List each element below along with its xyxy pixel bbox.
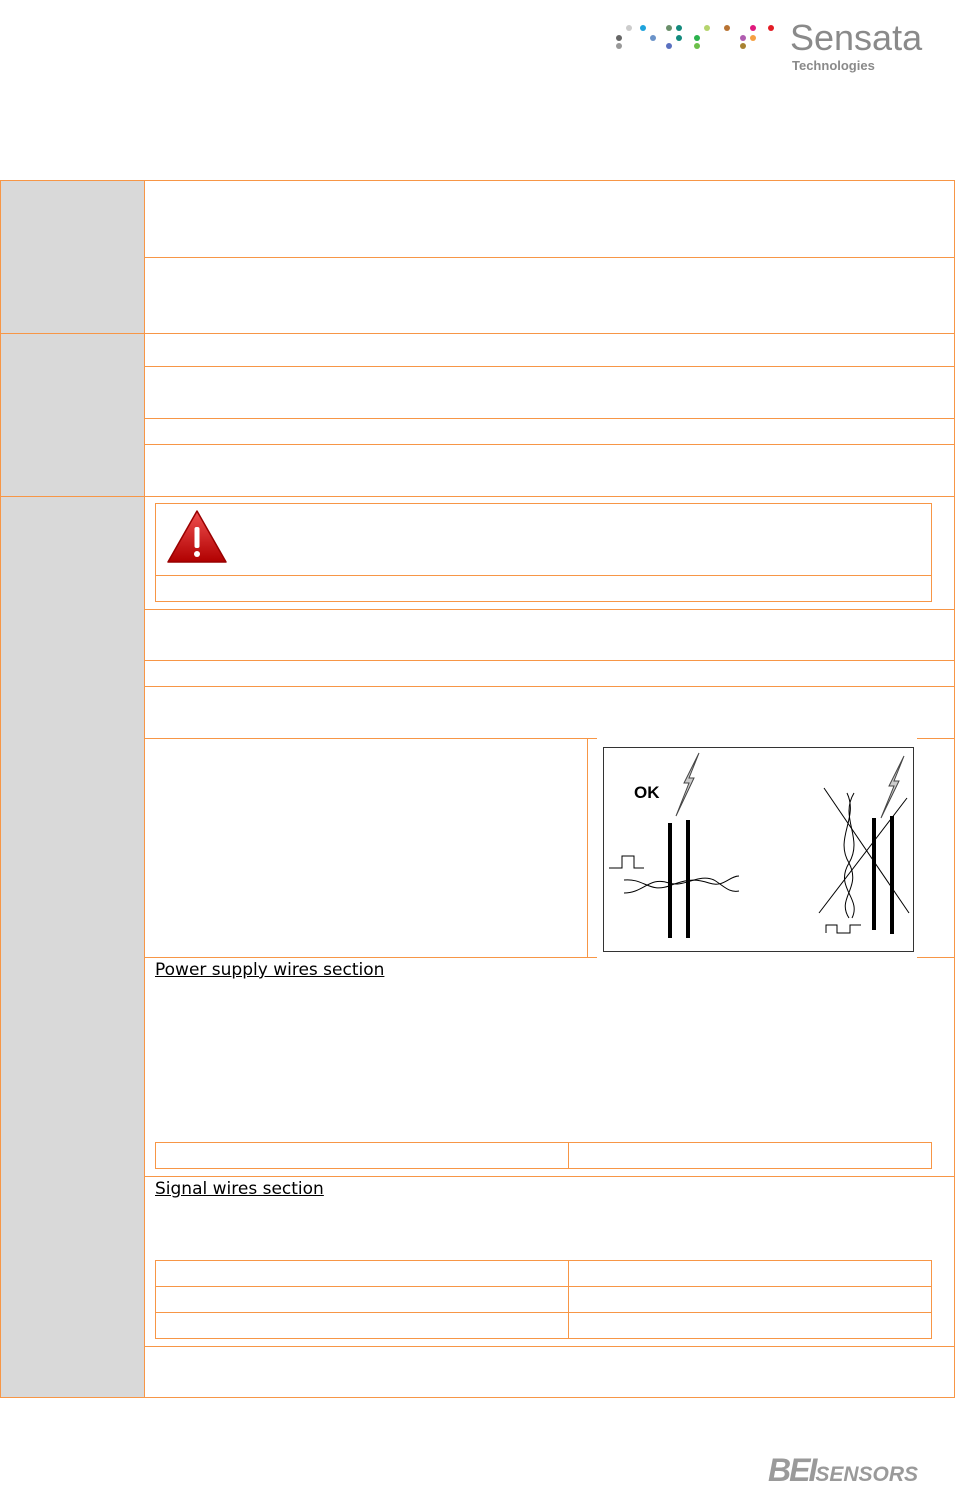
logo-name: Sensata [790,17,923,58]
power-supply-section-heading: Power supply wires section [155,960,385,980]
shielding-diagram [603,747,914,952]
warning-icon [166,509,228,565]
signal-table [155,1260,932,1339]
ok-label: OK [634,783,660,802]
sensata-logo [612,17,932,77]
warning-box [155,503,932,602]
bei-sensors-logo: BEISENSORS [768,1452,919,1488]
signal-section-heading: Signal wires section [155,1179,324,1199]
power-supply-table [155,1142,932,1169]
lightning-icon [676,753,699,816]
logo-sub: Technologies [792,58,875,73]
label-column [1,181,145,1397]
